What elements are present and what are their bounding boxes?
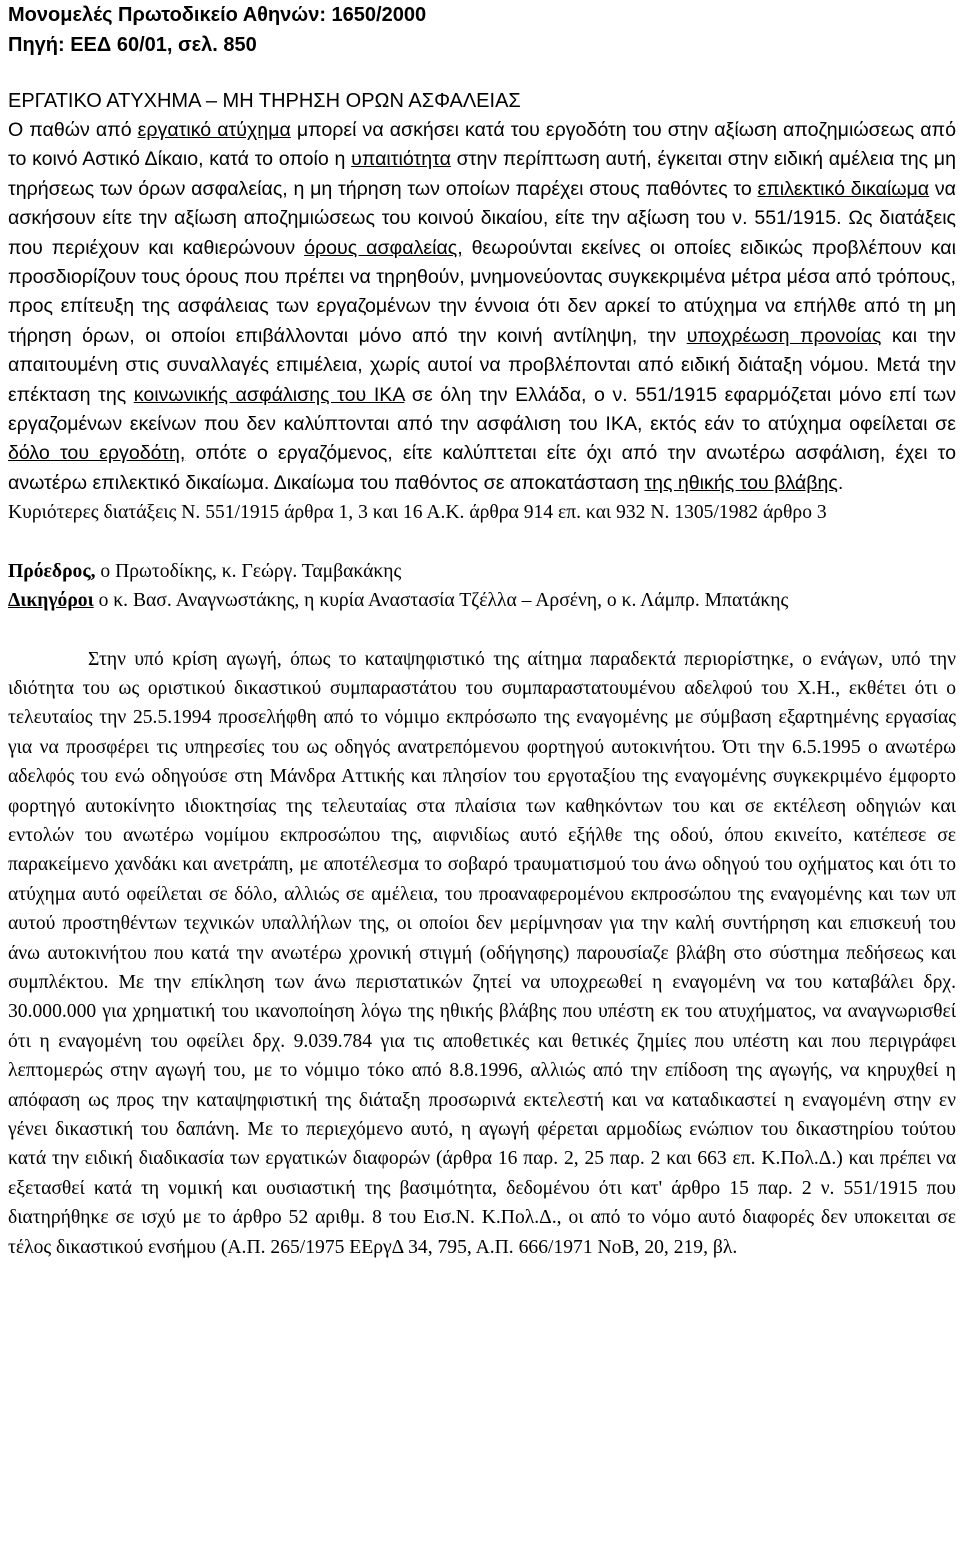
summary-text: σε όλη την Ελλάδα, ο ν. 551/1915 εφαρμόζεται μόνο επί των εργαζομένων εκείνων που δεν καλύπτονται από την ασφάλιση του ΙΚΑ, εκτός εάν το ατύχημα οφείλεται σε bbox=[8, 383, 956, 436]
source-reference: Πηγή: ΕΕΔ 60/01, σελ. 850 bbox=[8, 34, 257, 56]
summary-text: Ο παθών από bbox=[8, 119, 138, 141]
summary-paragraph bbox=[8, 116, 956, 498]
term-link-moral-damage: της ηθικής του βλάβης bbox=[644, 471, 838, 494]
subject-heading: ΕΡΓΑΤΙΚΟ ΑΤΥΧΗΜΑ – ΜΗ ΤΗΡΗΣΗ ΟΡΩΝ ΑΣΦΑΛΕΙΑΣ bbox=[8, 90, 521, 112]
term-link-ika-insurance: κοινωνικής ασφάλισης του ΙΚΑ bbox=[133, 383, 405, 406]
president-label: Πρόεδρος, bbox=[8, 560, 96, 582]
summary-text: στην περίπτωση αυτή, έγκειται στην ειδική αμέλεια της μη τηρήσεως των όρων ασφαλείας, η μη τήρηση των οποίων παρέχει στους παθόντες το bbox=[8, 148, 956, 200]
term-link-employer-intent: δόλο του εργοδότη, bbox=[8, 442, 186, 465]
lawyers-label: Δικηγόροι bbox=[8, 590, 94, 612]
term-link-safety-terms: όρους ασφαλείας, bbox=[304, 236, 463, 259]
summary-text: οπότε ο εργαζόμενος, είτε καλύπτεται είτε όχι από την ανωτέρω ασφάλιση, έχει το ανωτέρω επιλεκτικό δικαίωμα. Δικαίωμα του παθόντος σε αποκατάσταση bbox=[8, 442, 956, 494]
lawyers-names: ο κ. Βασ. Αναγνωστάκης, η κυρία Αναστασία Τζέλλα – Αρσένη, ο κ. Λάμπρ. Μπατάκης bbox=[93, 590, 789, 612]
term-link-elective-right: επιλεκτικό δικαίωμα bbox=[757, 177, 930, 200]
key-provisions: Κυριότερες διατάξεις Ν. 551/1915 άρθρα 1, 3 και 16 Α.Κ. άρθρα 914 επ. και 932 Ν. 1305/1982 άρθρο 3 bbox=[8, 502, 827, 524]
blank-line bbox=[8, 616, 956, 645]
president-name: ο Πρωτοδίκης, κ. Γεώργ. Ταμβακάκης bbox=[95, 560, 402, 582]
summary-text: . bbox=[837, 471, 844, 494]
summary-text: μπορεί να ασκήσει κατά του εργοδότη του στην αξίωση αποζημιώσεως από το κοινό Αστικό Δίκαιο, κατά το οποίο η bbox=[8, 119, 956, 171]
summary-text: και την απαιτουμένη στις συναλλαγές επιμέλεια, χωρίς αυτοί να προβλέπονται από ειδική διάταξη νόμου. Μετά την επέκταση της bbox=[8, 324, 956, 406]
summary-text: να ασκήσουν είτε την αξίωση αποζημιώσεως του κοινού δικαίου, είτε την αξίωση του ν. 551/1915. Ως διατάξεις που περιέχουν και καθιερώνουν bbox=[8, 177, 957, 259]
president-line bbox=[8, 557, 956, 586]
term-link-culpability: υπαιτιότητα bbox=[351, 148, 451, 171]
lawyers-line bbox=[8, 586, 956, 615]
blank-line bbox=[8, 528, 956, 557]
term-link-work-accident: εργατικό ατύχημα bbox=[137, 119, 291, 141]
term-link-duty-of-care: υποχρέωση προνοίας bbox=[686, 324, 882, 347]
court-decision-heading: Μονομελές Πρωτοδικείο Αθηνών: 1650/2000 bbox=[8, 4, 427, 26]
document-page bbox=[8, 0, 956, 1262]
decision-body: Στην υπό κρίση αγωγή, όπως το καταψηφιστικό της αίτημα παραδεκτά περιορίστηκε, ο ενάγων, υπό την ιδιότητα του ως οριστικού δικαστικού συμπαραστάτου του συμπαραστατουμένου αδελφού του Χ.Η., εκθέτει ότι ο τελευταίος την 25.5.1994 προσελήφθη από το νόμιμο εκπρόσωπο της εναγομένης με σύμβαση εξαρτημένης εργασίας για να προσφέρει τις υπηρεσίες του ως οδηγός ανατρεπόμενου φορτηγού αυτοκινήτου. Ότι την 6.5.1995 ο ανωτέρω αδελφός του ενώ οδηγούσε στη Μάνδρα Αττικής και πλησίον του εργοταξίου της εναγομένης συγκεκριμένο έμφορτο φορτηγό αυτοκίνητο ιδιοκτησίας της τελευταίας στα πλαίσια των καθηκόντων του και σε εκτέλεση οδηγιών και εντολών του ανωτέρω νομίμου εκπροσώπου της, αιφνιδίως αυτό εξήλθε της οδού, όπου εκινείτο, κατέπεσε σε παρακείμενο χανδάκι και ανετράπη, με αποτέλεσμα το σοβαρό τραυματισμού του άνω οδηγού του οχήματος και ότι το ατύχημα αυτό οφείλεται σε δόλο, αλλιώς σε αμέλεια, του προαναφερομένου εκπροσώπου της εναγομένης και των υπ αυτού προστηθέντων τεχνικών υπαλλήλων της, οι οποίοι δεν μερίμνησαν για την καλή συντήρηση και επισκευή του άνω αυτοκινήτου που κατά την ανωτέρω χρονική στιγμή (οδήγησης) παρουσίαζε βλάβη στο σύστημα πεδήσεως και συμπλέκτου. Με την επίκληση των άνω περιστατικών ζητεί να υποχρεωθεί η εναγομένη να του καταβάλει δρχ. 30.000.000 για χρηματική του ικανοποίηση λόγω της ηθικής βλάβης που υπέστη εκ του ατυχήματος, να αναγνωρισθεί ότι η εναγομένη του οφείλει δρχ. 9.039.784 για τις αποθετικές και θετικές ζημίες που υπέστη και που περιγράφει λεπτομερώς στην αγωγή του, με το νόμιμο τόκο από 8.8.1996, αλλιώς από την επίδοση της αγωγής, να κηρυχθεί η απόφαση ως προς την καταψηφιστική της διάταξη προσωρινά εκτελεστή και να καταδικαστεί η εναγομένη στην εν γένει δικαστική του δαπάνη. Με το περιεχόμενο αυτό, η αγωγή φέρεται αρμοδίως ενώπιον του δικαστηρίου τούτου κατά την ειδική διαδικασία των εργατικών διαφορών (άρθρα 16 παρ. 2, 25 παρ. 2 και 663 επ. Κ.Πολ.Δ.) και πρέπει να εξετασθεί κατά τη νομική και ουσιαστική της βασιμότητα, δεδομένου ότι κατ' άρθρο 15 παρ. 2 ν. 551/1915 που διατηρήθηκε σε ισχύ με το άρθρο 52 αριθμ. 8 του Εισ.Ν. Κ.Πολ.Δ., οι από το νόμο αυτό διαφορές δεν υποκειται σε τέλος δικαστικού ενσήμου (Α.Π. 265/1975 ΕΕργΔ 34, 795, Α.Π. 666/1971 ΝοΒ, 20, 219, βλ. bbox=[8, 648, 956, 1258]
summary-text: θεωρούνται εκείνες οι οποίες ειδικώς προβλέπουν και προσδιορίζουν τους όρους που πρέπει να τηρηθούν, μνημονεύοντας συγκεκριμένα μέτρα μέσα από τρόπους, προς επίτευξη της ασφάλειας των εργαζομένων την έννοια ότι δεν αρκεί το ατύχημα να επήλθε από τη μη τήρηση όρων, οι οποίοι επιβάλλονται μόνο από την κοινή αντίληψη, την bbox=[8, 236, 956, 347]
